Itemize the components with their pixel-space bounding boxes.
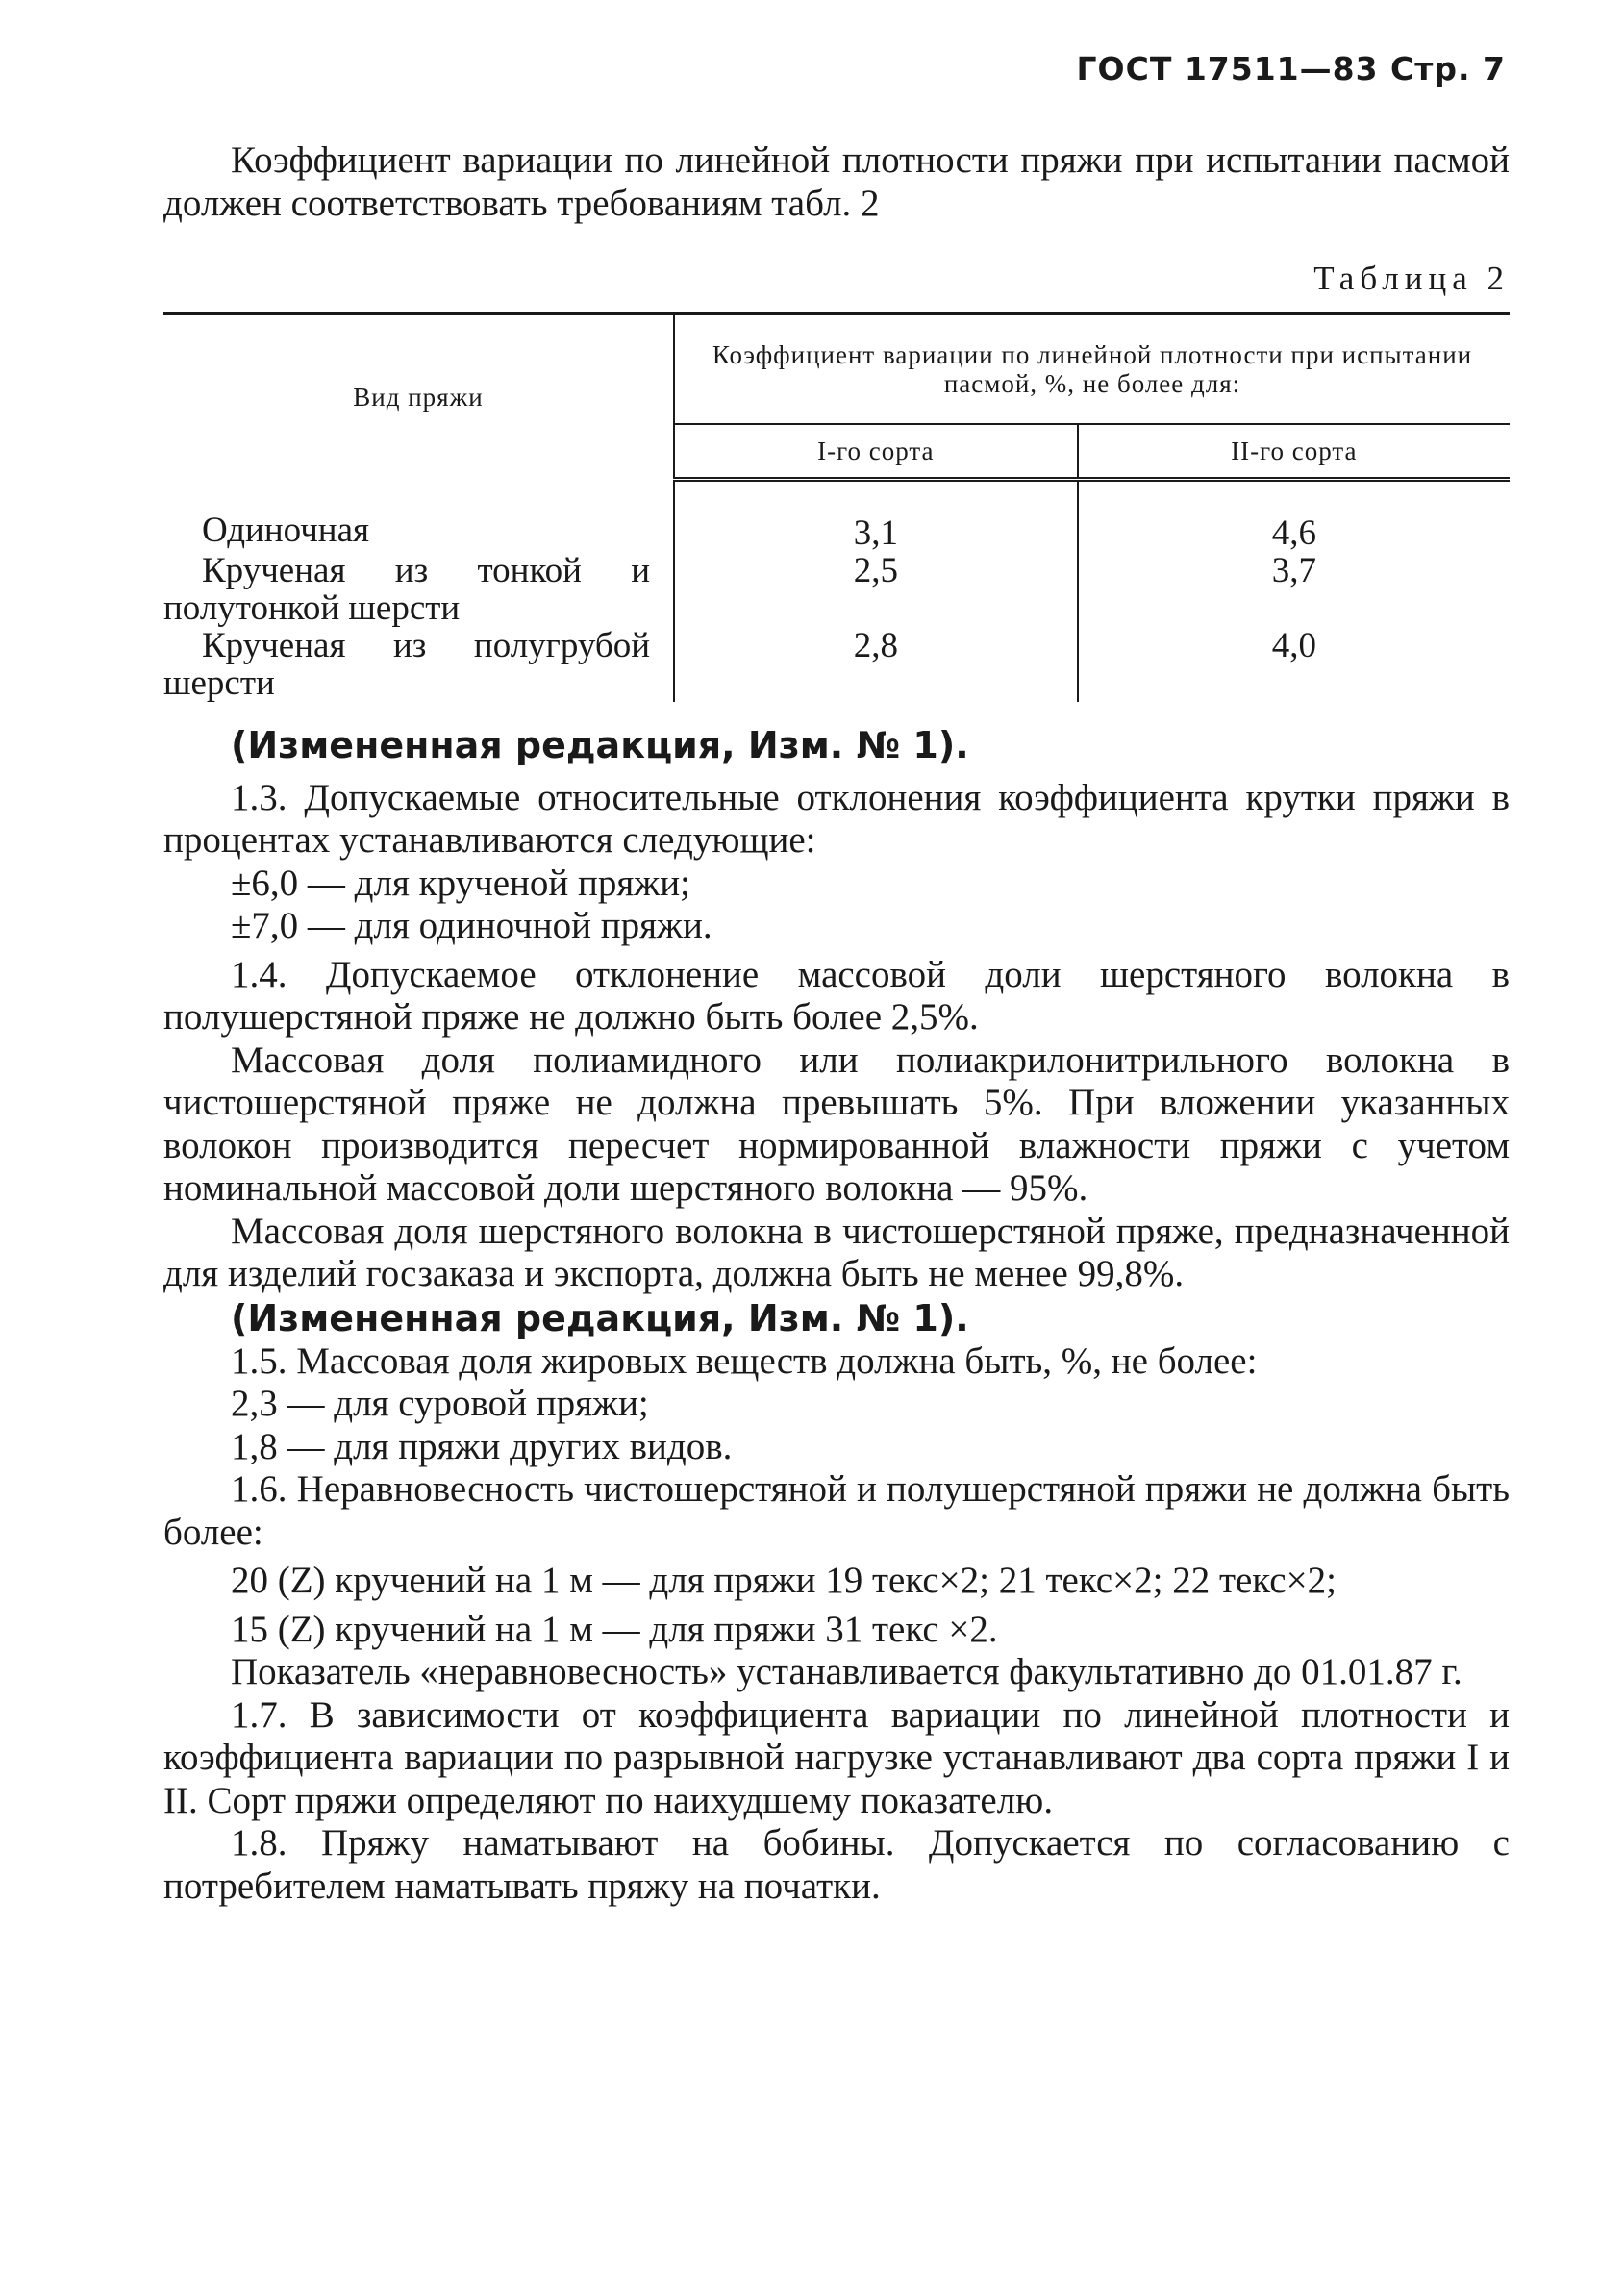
row-grade-1: 2,5 bbox=[674, 552, 1078, 627]
row-kind: Крученая из полугрубой шерсти bbox=[163, 625, 650, 703]
section-1-3: 1.3. Допускаемые относительные отклонения коэффициента крутки пряжи в процентах устанавливаются следующие: bbox=[163, 776, 1510, 861]
section-1-7: 1.7. В зависимости от коэффициента вариации по линейной плотности и коэффициента вариации по разрывной нагрузке устанавливают два сорта пряжи I и II. Сорт пряжи определяют по наихудшему показателю. bbox=[163, 1693, 1510, 1821]
section-1-3-item: ±6,0 — для крученой пряжи; bbox=[231, 862, 690, 904]
table-row bbox=[163, 627, 1510, 702]
section-1-5: 1.5. Массовая доля жировых веществ должна быть, %, не более: bbox=[231, 1339, 1258, 1382]
page-content bbox=[163, 139, 1510, 1908]
row-grade-2: 4,0 bbox=[1078, 627, 1510, 702]
section-1-6-item: 20 (Z) кручений на 1 м — для пряжи 19 текс×2; 21 текс×2; 22 текс×2; bbox=[231, 1560, 1337, 1601]
section-1-8: 1.8. Пряжу наматывают на бобины. Допускается по согласованию с потребителем наматывать пряжу на початки. bbox=[163, 1822, 1510, 1907]
row-grade-1: 2,8 bbox=[674, 627, 1078, 702]
table-caption: Таблица 2 bbox=[1313, 260, 1510, 297]
yarn-variation-table bbox=[163, 312, 1510, 702]
page-header: ГОСТ 17511—83 Стр. 7 bbox=[1076, 50, 1506, 88]
intro-paragraph: Коэффициент вариации по линейной плотности пряжи при испытании пасмой должен соответствовать требованиям табл. 2 bbox=[163, 139, 1510, 224]
section-1-3-item: ±7,0 — для одиночной пряжи. bbox=[231, 905, 712, 946]
header-kind: Вид пряжи bbox=[163, 313, 674, 479]
row-grade-1: 3,1 bbox=[674, 479, 1078, 552]
section-1-4: 1.4. Допускаемое отклонение массовой доли шерстяного волокна в полушерстяной пряже не должно быть более 2,5%. bbox=[163, 953, 1510, 1038]
row-kind: Крученая из тонкой и полутонкой шерсти bbox=[163, 550, 650, 628]
section-1-6-paragraph: Показатель «неравновесность» устанавливается факультативно до 01.01.87 г. bbox=[231, 1651, 1462, 1692]
section-1-6-item: 15 (Z) кручений на 1 м — для пряжи 31 текс ×2. bbox=[231, 1608, 998, 1650]
section-1-4-paragraph: Массовая доля шерстяного волокна в чистошерстяной пряже, предназначенной для изделий госзаказа и экспорта, должна быть не менее 99,8%. bbox=[163, 1210, 1510, 1294]
amendment-note: (Измененная редакция, Изм. № 1). bbox=[231, 723, 969, 766]
row-kind: Одиночная bbox=[202, 511, 370, 550]
table-row bbox=[163, 552, 1510, 627]
section-1-5-item: 2,3 — для суровой пряжи; bbox=[231, 1383, 649, 1424]
section-1-5-item: 1,8 — для пряжи других видов. bbox=[231, 1425, 733, 1467]
row-grade-2: 3,7 bbox=[1078, 552, 1510, 627]
section-1-4-paragraph: Массовая доля полиамидного или полиакрилонитрильного волокна в чистошерстяной пряже не должна превышать 5%. При вложении указанных волокон производится пересчет нормированной влажности пряжи с учетом номинальной массовой доли шерстяного волокна — 95%. bbox=[163, 1039, 1510, 1209]
amendment-note: (Измененная редакция, Изм. № 1). bbox=[231, 1296, 969, 1339]
header-grade-2: II-го сорта bbox=[1078, 424, 1510, 479]
table-row bbox=[163, 479, 1510, 552]
section-1-6: 1.6. Неравновесность чистошерстяной и полушерстяной пряжи не должна быть более: bbox=[163, 1468, 1510, 1553]
header-grade-1: I-го сорта bbox=[674, 424, 1078, 479]
header-coefficient: Коэффициент вариации по линейной плотности при испытании пасмой, %, не более для: bbox=[674, 313, 1510, 424]
row-grade-2: 4,6 bbox=[1078, 479, 1510, 552]
